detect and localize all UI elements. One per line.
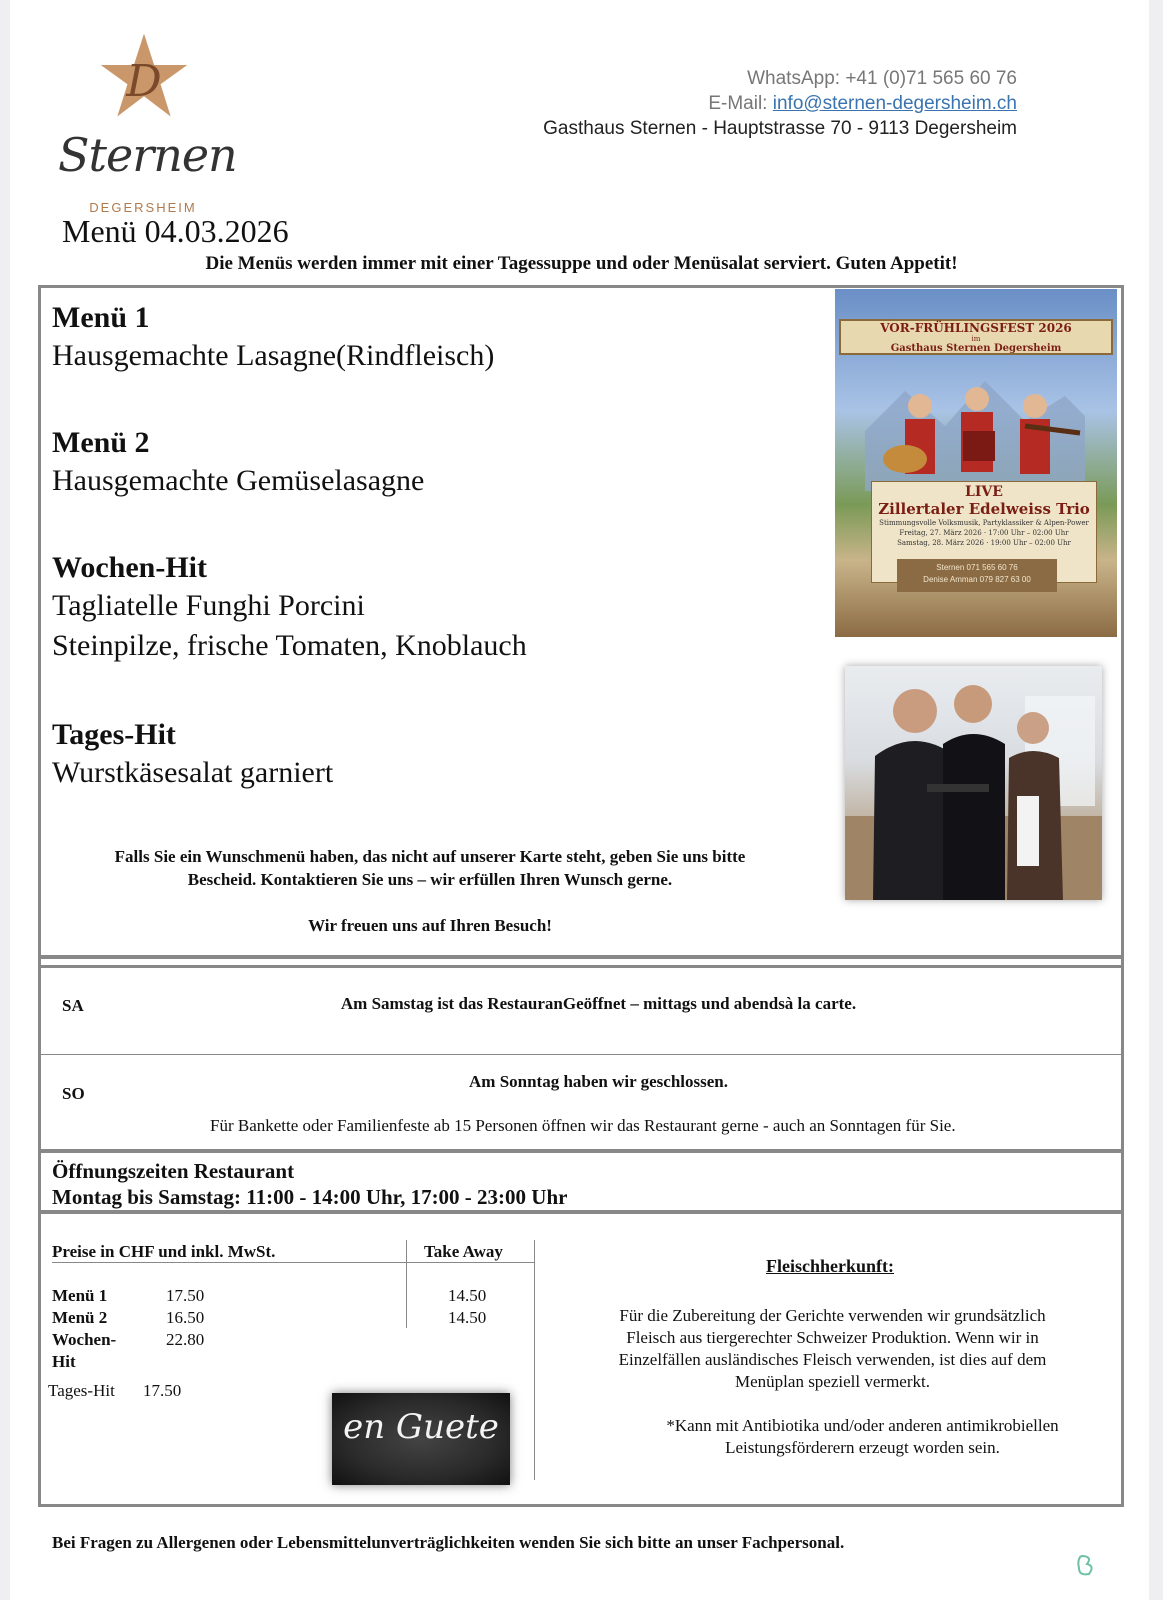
poster-live: LIVE <box>965 484 1003 500</box>
antibiotics-line-1: *Kann mit Antibiotika und/oder anderen antimikrobiellen <box>666 1416 1059 1435</box>
dish-title: Menü 1 <box>52 301 150 334</box>
price-meat-divider <box>534 1240 535 1480</box>
takeaway-header: Take Away <box>424 1242 503 1261</box>
price-header: Preise in CHF und inkl. MwSt. <box>52 1242 276 1261</box>
poster-phone-1: Sternen 071 565 60 76 <box>936 563 1018 572</box>
sunday-note: Für Bankette oder Familienfeste ab 15 Personen öffnen wir das Restaurant gerne - auch an Sonntagen für Sie. <box>210 1116 956 1135</box>
meat-origin-line-2: Fleisch aus tiergerechter Schweizer Produktion. Wenn wir in <box>626 1328 1039 1347</box>
poster-title: VOR-FRÜHLINGSFEST 2026 <box>880 321 1072 335</box>
sunday-tag: SO <box>62 1084 85 1103</box>
allergen-footer: Bei Fragen zu Allergenen oder Lebensmittelunverträglichkeiten wenden Sie sich bitte an unser Fachpersonal. <box>52 1533 845 1552</box>
star-logo-icon <box>98 30 190 122</box>
meat-origin-line-4: Menüplan speziell vermerkt. <box>735 1372 930 1391</box>
separator-sa-so <box>38 1054 1124 1055</box>
wish-note-line-2: Bescheid. Kontaktieren Sie uns – wir erfüllen Ihren Wunsch gerne. <box>187 870 673 889</box>
email-link[interactable]: info@sternen-degersheim.ch <box>772 93 1017 114</box>
antibiotics-line-2: Leistungsförderern erzeugt worden sein. <box>725 1438 1000 1457</box>
poster-date-2: Samstag, 28. März 2026 · 19:00 Uhr – 02:00 Uhr <box>897 539 1071 547</box>
whatsapp-number: WhatsApp: +41 (0)71 565 60 76 <box>747 68 1017 89</box>
opening-hours-line: Montag bis Samstag: 11:00 - 14:00 Uhr, 17:00 - 23:00 Uhr <box>52 1185 568 1209</box>
dish-description: Tagliatelle Funghi Porcini <box>52 589 365 622</box>
poster-subtitle: Stimmungsvolle Volksmusik, Partyklassiker & Alpen-Power <box>879 519 1089 527</box>
logo-location: DEGERSHEIM <box>89 200 197 215</box>
logo-wordmark: Sternen <box>58 128 237 182</box>
price-wochen-hit: 22.80 <box>166 1330 205 1349</box>
meat-origin-line-1: Für die Zubereitung der Gerichte verwenden wir grundsätzlich <box>619 1306 1046 1325</box>
dish-title: Wochen-Hit <box>52 551 207 584</box>
menu-intro: Die Menüs werden immer mit einer Tagessuppe und oder Menüsalat serviert. Guten Appetit! <box>205 253 958 274</box>
takeaway-divider <box>406 1240 407 1328</box>
dish-menu-2 <box>52 425 424 501</box>
poster-contact <box>897 559 1057 592</box>
team-photo-illustration <box>845 666 1102 900</box>
en-guete-logo <box>332 1393 510 1485</box>
team-photo <box>845 666 1102 900</box>
poster-venue: Gasthaus Sternen Degersheim <box>890 343 1062 354</box>
separator-menu-2 <box>38 965 1124 968</box>
price-label-wochen-hit-2: Hit <box>52 1352 76 1371</box>
page-edge-right <box>1149 0 1163 1600</box>
price-header-rule <box>52 1262 534 1263</box>
dish-description: Hausgemachte Gemüselasagne <box>52 464 425 497</box>
contact-block <box>543 66 1017 141</box>
price-label-wochen-hit: Wochen- <box>52 1330 117 1349</box>
antibiotics-note <box>575 1415 1150 1459</box>
price-label-menu-2: Menü 2 <box>52 1308 108 1327</box>
separator-hours <box>38 1149 1124 1153</box>
en-guete-text: en Guete <box>343 1407 499 1447</box>
email-label: E-Mail: <box>708 93 773 114</box>
separator-prices <box>38 1210 1124 1214</box>
dish-tages-hit <box>52 717 333 793</box>
takeaway-menu-2: 14.50 <box>448 1308 487 1327</box>
takeaway-menu-1: 14.50 <box>448 1286 487 1305</box>
meat-origin-title: Fleischherkunft: <box>766 1256 894 1276</box>
dish-title: Tages-Hit <box>52 718 176 751</box>
meat-origin-text <box>545 1305 1120 1393</box>
price-tages-hit: 17.50 <box>143 1381 182 1400</box>
page-edge-left <box>0 0 10 1600</box>
opening-hours-title: Öffnungszeiten Restaurant <box>52 1159 295 1183</box>
poster-banner <box>839 319 1113 355</box>
dish-description: Hausgemachte Lasagne(Rindfleisch) <box>52 339 495 372</box>
poster-phone-2: Denise Amman 079 827 63 00 <box>923 575 1031 584</box>
menu-date-title: Menü 04.03.2026 <box>62 213 289 249</box>
meat-origin-line-3: Einzelfällen ausländisches Fleisch verwenden, ist dies auf dem <box>618 1350 1047 1369</box>
dish-menu-1 <box>52 300 494 376</box>
wish-note-line-1: Falls Sie ein Wunschmenü haben, das nicht auf unserer Karte steht, geben Sie uns bitte <box>114 847 746 866</box>
saturday-tag: SA <box>62 996 84 1015</box>
dish-description: Wurstkäsesalat garniert <box>52 756 334 789</box>
sunday-text: Am Sonntag haben wir geschlossen. <box>469 1072 728 1091</box>
corner-logo-icon <box>1073 1552 1099 1578</box>
price-menu-1: 17.50 <box>166 1286 205 1305</box>
email-line <box>543 91 1017 116</box>
opening-hours <box>52 1158 567 1210</box>
visit-note: Wir freuen uns auf Ihren Besuch! <box>308 916 552 935</box>
wish-note <box>40 845 820 891</box>
poster-band: Zillertaler Edelweiss Trio <box>878 500 1090 518</box>
restaurant-logo <box>58 30 237 215</box>
poster-im: im <box>971 335 981 343</box>
dish-description-2: Steinpilze, frische Tomaten, Knoblauch <box>52 629 527 662</box>
price-label-tages-hit: Tages-Hit <box>48 1381 115 1400</box>
svg-text:D: D <box>126 56 162 108</box>
musicians-illustration <box>865 371 1085 491</box>
dish-title: Menü 2 <box>52 426 150 459</box>
dish-wochen-hit <box>52 550 527 666</box>
poster-date-1: Freitag, 27. März 2026 · 17:00 Uhr – 02:00 Uhr <box>899 529 1069 537</box>
price-menu-2: 16.50 <box>166 1308 205 1327</box>
event-poster <box>835 289 1117 637</box>
saturday-text: Am Samstag ist das RestauranGeöffnet – mittags und abendsà la carte. <box>340 994 857 1013</box>
address: Gasthaus Sternen - Hauptstrasse 70 - 9113 Degersheim <box>543 118 1017 139</box>
price-label-menu-1: Menü 1 <box>52 1286 108 1305</box>
separator-menu <box>38 955 1124 959</box>
